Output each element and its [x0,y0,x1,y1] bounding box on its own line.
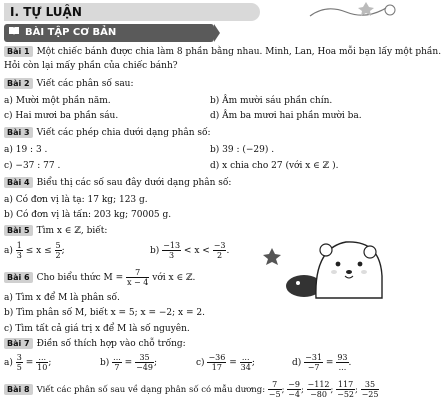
exercise-6: Bài 6 Cho biểu thức M = $\frac{7}{x - 4}$ với x ∈ ℤ. [4,268,195,287]
exercise-1-line-2: Hỏi còn lại mấy phần của chiếc bánh? [4,61,178,71]
bear-mascot-icon [268,228,396,300]
exercise-badge: Bài 5 [4,225,33,236]
exercise-3 [4,127,211,139]
fraction: $\frac{...}{7}$ [113,353,121,372]
option-d: d) $\frac{-31}{-7}$ = $\frac{93}{...}$ . [292,353,352,372]
exercise-5 [4,225,107,237]
exercise-badge: Bài 4 [4,177,33,188]
option-b: b) 39 : (−29) . [210,145,275,155]
fraction: $\frac{...}{10}$ [37,353,48,372]
exercise-text: Viết các phân số sau: [36,79,134,89]
exercise-text: Điền số thích hợp vào chỗ trống: [36,339,186,349]
option-d: d) Âm ba mươi hai phần mười ba. [210,111,362,121]
fraction: $\frac{35}{-25}$ [361,380,379,399]
exercise-text: Tìm x ∈ ℤ, biết: [36,226,108,236]
subsection-title [4,24,214,42]
fraction: $\frac{35}{-49}$ [136,353,153,372]
decorative-doodle-icon [306,0,400,22]
fraction: $\frac{-36}{17}$ [208,353,226,372]
option-d: d) x chia cho 27 (với x ∈ ℤ ). [210,161,339,171]
fraction: $\frac{-9}{-4}$ [288,380,300,399]
option-a: a) $\frac{3}{5}$ = $\frac{...}{10}$ ; [4,353,52,372]
fraction: $\frac{3}{5}$ [16,353,22,372]
exercise-badge: Bài 3 [4,127,33,138]
option-a: a) Mười một phần năm. [4,96,111,106]
fraction: $\frac{...}{34}$ [240,353,251,372]
exercise-text: Biểu thị các số sau đây dưới dạng phân số: [36,178,232,188]
exercise-badge: Bài 2 [4,78,33,89]
subsection-title-text: BÀI TẬP CƠ BẢN [25,27,117,38]
exercise-text: Một chiếc bánh được chia làm 8 phần bằng nhau. Minh, Lan, Hoa mỗi bạn lấy một phần. [36,47,441,57]
fraction: $\frac{7}{-5}$ [268,380,281,399]
exercise-badge: Bài 7 [4,338,33,349]
option-b: b) Tìm phân số M, biết x = 5; x = −2; x = 2. [4,308,205,318]
fraction: $\frac{1}{3}$ [16,241,22,260]
exercise-badge: Bài 8 [4,384,33,395]
option-c: c) $\frac{-36}{17}$ = $\frac{...}{34}$ ; [196,353,255,372]
section-title: I. TỰ LUẬN [4,3,260,21]
exercise-1 [4,46,441,58]
fraction: $\frac{-3}{2}$ [213,241,226,260]
option-b: b) Âm mười sáu phần chín. [210,96,333,106]
exercise-text: Viết các phân số sau về dạng phân số có mẫu dương: [36,385,266,395]
option-a: a) 19 : 3 . [4,145,48,155]
exercise-7 [4,338,186,350]
option-c: c) Tìm tất cả giá trị x để M là số nguyên. [4,324,190,334]
option-b: b) $\frac{-13}{3}$ < x < $\frac{-3}{2}$ . [150,241,230,260]
option-b: b) Có đơn vị là tấn: 203 kg; 70005 g. [4,210,172,220]
exercise-2 [4,78,134,90]
option-a: a) $\frac{1}{3}$ ≤ x ≤ $\frac{5}{2}$ ; [4,241,65,260]
fraction: $\frac{-31}{-7}$ [305,353,323,372]
fraction: $\frac{7}{x - 4}$ [127,268,149,287]
exercise-badge: Bài 6 [4,272,33,283]
option-a: a) Tìm x để M là phân số. [4,293,120,303]
option-b: b) $\frac{...}{7}$ = $\frac{35}{-49}$ ; [100,353,158,372]
option-c: c) −37 : 77 . [4,161,61,171]
exercise-8: Bài 8 Viết các phân số sau về dạng phân số có mẫu dương: $\frac{7}{-5}$ ; $\frac{-9}{-4}$ ; $\frac{-112}{-80}$ ; $\frac{117}{-52}$ ; $\frac{35}{-25}$ [4,380,379,399]
fraction: $\frac{-112}{-80}$ [307,380,330,399]
fraction: $\frac{5}{2}$ [55,241,61,260]
exercise-badge: Bài 1 [4,46,33,57]
option-c: c) Hai mươi ba phần sáu. [4,111,119,121]
fraction: $\frac{117}{-52}$ [337,380,354,399]
book-icon [7,24,21,42]
exercise-text: Viết các phép chia dưới dạng phân số: [36,128,211,138]
option-a: a) Có đơn vị là tạ: 17 kg; 123 g. [4,195,148,205]
fraction: $\frac{-13}{3}$ [163,241,181,260]
fraction: $\frac{93}{...}$ [337,353,348,372]
exercise-4 [4,177,231,189]
